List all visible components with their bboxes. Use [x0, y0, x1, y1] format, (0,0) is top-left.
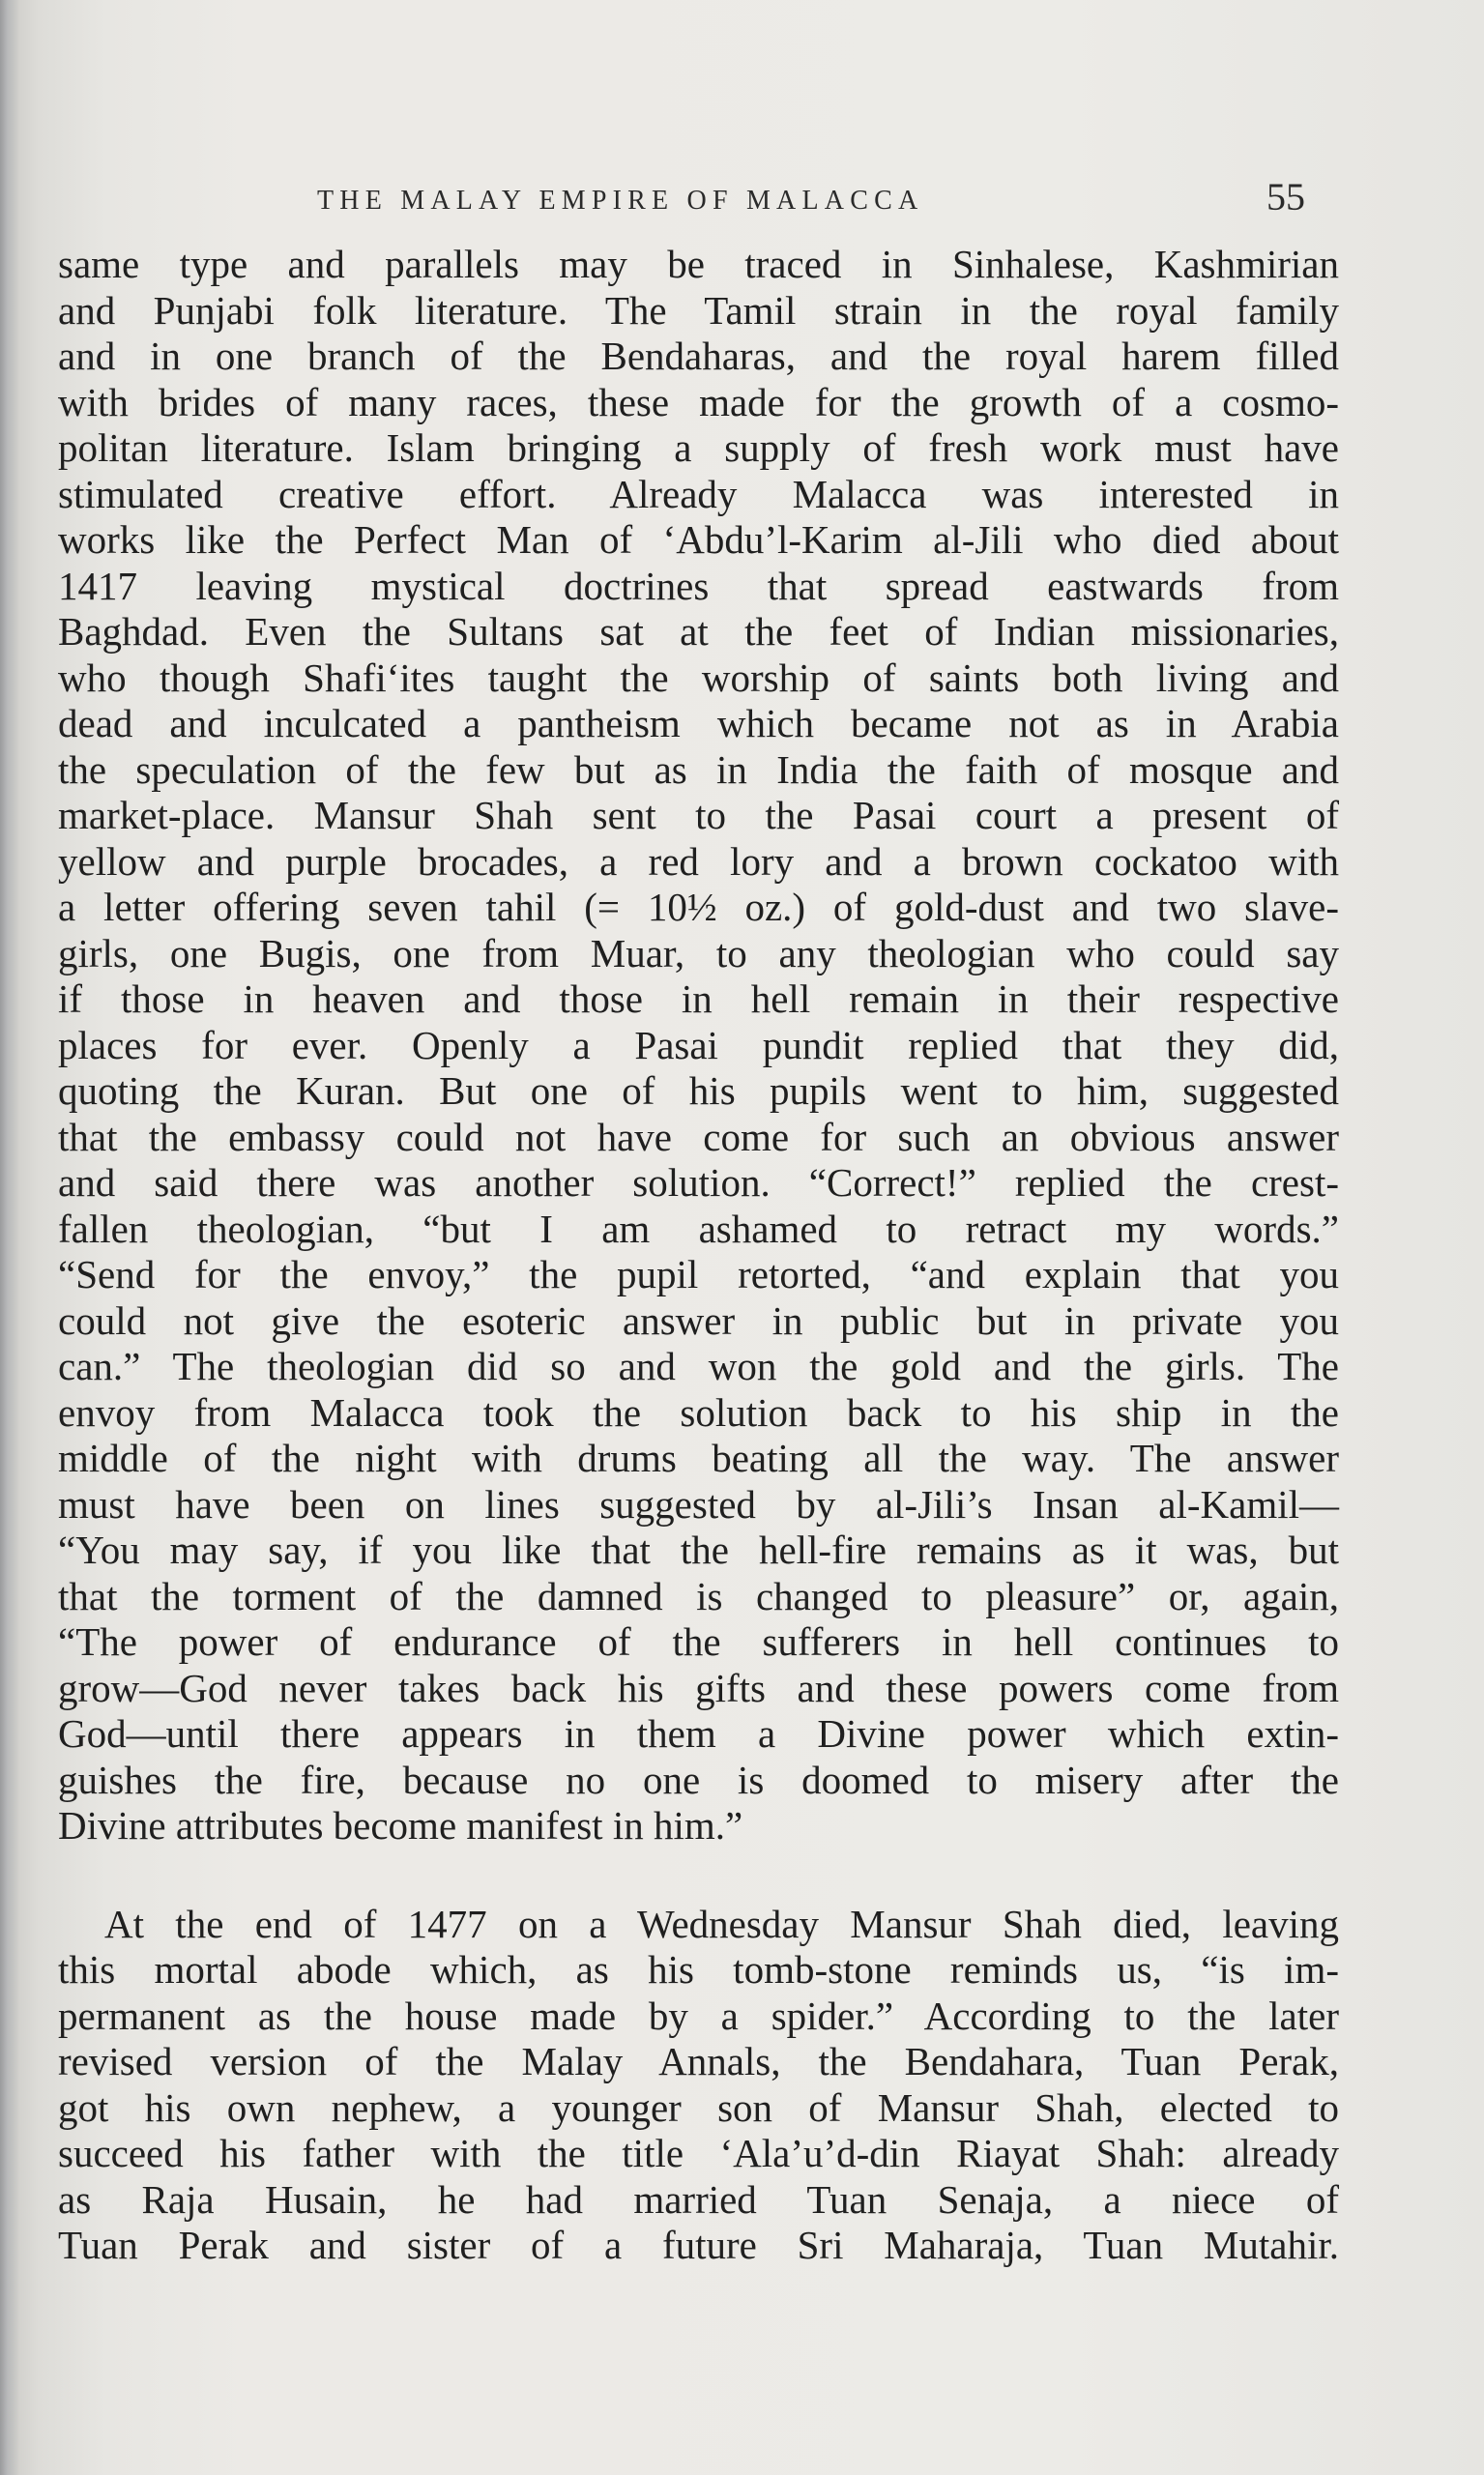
text-line: envoy from Malacca took the solution back to his ship in the	[58, 1389, 1339, 1435]
text-line: fallen theologian, “but I am ashamed to retract my words.”	[58, 1206, 1339, 1251]
text-line: a letter offering seven tahil (= 10½ oz.) of gold-dust and two slave-	[58, 885, 1339, 929]
text-line: and said there was another solution. “Correct!” replied the crest-	[58, 1160, 1339, 1205]
text-line: works like the Perfect Man of ‘Abdu’l-Karim al-Jili who died about	[58, 517, 1339, 562]
text-line: middle of the night with drums beating all the way. The answer	[58, 1436, 1339, 1480]
body-text	[58, 242, 1339, 2269]
text-line: At the end of 1477 on a Wednesday Mansur Shah died, leaving	[104, 1901, 1339, 1946]
text-line: that the embassy could not have come for such an obvious answer	[58, 1114, 1339, 1159]
page-number: 55	[1266, 175, 1305, 218]
paragraph-gap	[58, 1849, 1339, 1902]
text-line: market-place. Mansur Shah sent to the Pasai court a present of	[58, 793, 1339, 837]
text-line: who though Shafi‘ites taught the worship of saints both living and	[58, 655, 1339, 700]
text-line: “You may say, if you like that the hell-fire remains as it was, but	[58, 1528, 1339, 1572]
text-line: and Punjabi folk literature. The Tamil strain in the royal family	[58, 287, 1339, 333]
text-line: politan literature. Islam bringing a supply of fresh work must have	[58, 425, 1339, 470]
text-line: God—until there appears in them a Divine power which extin-	[58, 1711, 1339, 1756]
text-line: the speculation of the few but as in India the faith of mosque and	[58, 746, 1339, 792]
text-line: same type and parallels may be traced in Sinhalese, Kashmirian	[58, 242, 1339, 286]
text-line: succeed his father with the title ‘Ala’u’d-din Riayat Shah: already	[58, 2131, 1339, 2175]
paragraph-2	[58, 1902, 1339, 2269]
text-line: must have been on lines suggested by al-Jili’s Insan al-Kamil—	[58, 1481, 1339, 1527]
text-line: that the torment of the damned is changed to pleasure” or, again,	[58, 1573, 1339, 1618]
text-line: revised version of the Malay Annals, the Bendahara, Tuan Perak,	[58, 2039, 1339, 2083]
text-line: stimulated creative effort. Already Malacca was interested in	[58, 471, 1339, 516]
text-line: 1417 leaving mystical doctrines that spread eastwards from	[58, 563, 1339, 608]
book-gutter-shadow	[0, 0, 19, 2475]
text-line: guishes the fire, because no one is doomed to misery after the	[58, 1757, 1339, 1802]
paragraph-1	[58, 242, 1339, 1849]
text-line: got his own nephew, a younger son of Mansur Shah, elected to	[58, 2084, 1339, 2130]
text-line: quoting the Kuran. But one of his pupils went to him, suggested	[58, 1068, 1339, 1113]
text-line: as Raja Husain, he had married Tuan Senaja, a niece of	[58, 2176, 1339, 2222]
text-line: yellow and purple brocades, a red lory and a brown cockatoo with	[58, 838, 1339, 884]
text-line: this mortal abode which, as his tomb-stone reminds us, “is im-	[58, 1947, 1339, 1992]
text-line: could not give the esoteric answer in public but in private you	[58, 1297, 1339, 1343]
text-line: grow—God never takes back his gifts and these powers come from	[58, 1665, 1339, 1710]
text-line: girls, one Bugis, one from Muar, to any theologian who could say	[58, 930, 1339, 975]
text-line: “Send for the envoy,” the pupil retorted, “and explain that you	[58, 1252, 1339, 1296]
running-title: THE MALAY EMPIRE OF MALACCA	[317, 186, 924, 216]
text-line: places for ever. Openly a Pasai pundit replied that they did,	[58, 1022, 1339, 1067]
text-line: Baghdad. Even the Sultans sat at the feet of Indian missionaries,	[58, 609, 1339, 654]
text-line: can.” The theologian did so and won the gold and the girls. The	[58, 1344, 1339, 1388]
text-line: Tuan Perak and sister of a future Sri Maharaja, Tuan Mutahir.	[58, 2223, 1339, 2267]
text-line: if those in heaven and those in hell remain in their respective	[58, 976, 1339, 1021]
text-line: “The power of endurance of the sufferers in hell continues to	[58, 1619, 1339, 1664]
text-line: and in one branch of the Bendaharas, and the royal harem filled	[58, 334, 1339, 378]
text-line: dead and inculcated a pantheism which became not as in Arabia	[58, 701, 1339, 745]
text-line: with brides of many races, these made for the growth of a cosmo-	[58, 379, 1339, 424]
text-line: Divine attributes become manifest in him.”	[58, 1803, 743, 1848]
text-line: permanent as the house made by a spider.” According to the later	[58, 1993, 1339, 2038]
running-head	[58, 174, 1305, 232]
